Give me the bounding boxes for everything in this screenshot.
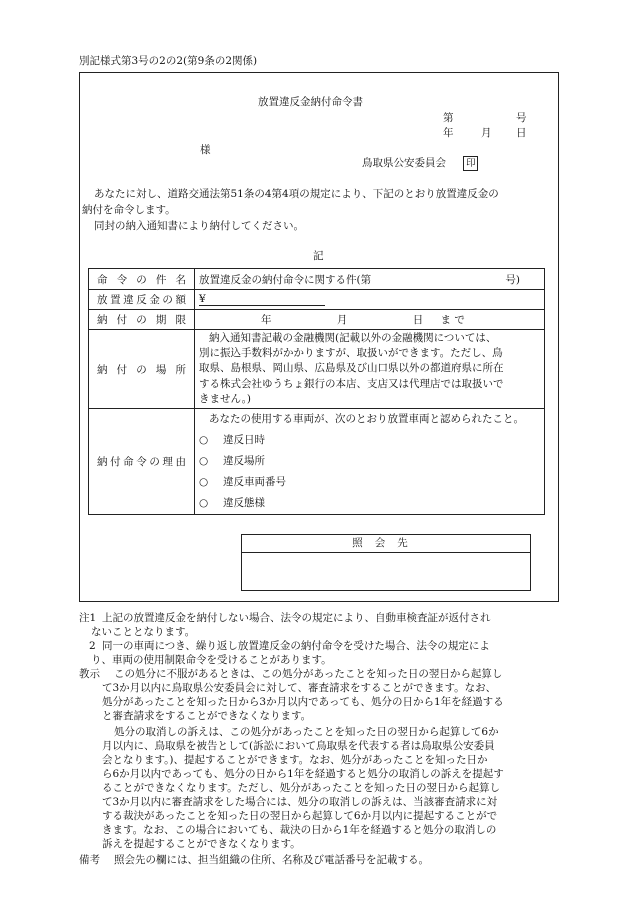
number-go: 号 <box>516 112 527 124</box>
date-day: 日 <box>516 127 527 139</box>
note1-line: 上記の放置違反金を納付しない場合、法令の規定により、自動車検査証が返付され <box>102 612 491 624</box>
kyoji1-line: て3か月以内に鳥取県公安委員会に対して、審査請求をすることができます。なお、 <box>102 682 497 694</box>
date-month: 月 <box>481 127 492 139</box>
body-line-1: あなたに対し、道路交通法第51条の4第4項の規定により、下記のとおり放置違反金の <box>94 188 499 200</box>
form-reference: 別記様式第3号の2の2(第9条の2関係) <box>79 55 258 67</box>
kyoji2-line: 処分の取消しの訴えは、この処分があったことを知った日の翌日から起算して6か <box>114 726 499 738</box>
reason-value: あなたの使用する車両が、次のとおり放置車両と認められたこと。 ○ 違反日時 ○ 違反場所 ○ 違反車両番号 ○ 違反態様 <box>195 409 545 515</box>
body-line-2: 納付を命令します。 <box>82 204 176 216</box>
body-line-3: 同封の納入通知書により納付してください。 <box>94 220 304 232</box>
reason-label: 納付命令の理由 <box>89 409 195 515</box>
kyoji2-line: 月以内に、鳥取県を被告として(訴訟において鳥取県を代表する者は鳥取県公安委員 <box>102 740 495 752</box>
kyoji2-line: ることができなくなります。ただし、処分があったことを知った日の翌日から起算し <box>102 782 501 794</box>
reason-item: ○ 違反態様 <box>199 497 265 510</box>
ki-heading: 記 <box>313 250 324 262</box>
issuer-name: 鳥取県公安委員会 印 <box>362 156 478 171</box>
seal-stamp: 印 <box>463 156 478 171</box>
kyoji2-line: 訴えを提起することができなくなります。 <box>102 838 301 850</box>
reason-item: ○ 違反日時 <box>199 434 265 447</box>
kyoji1-line: と審査請求をすることができなくなります。 <box>102 710 312 722</box>
note2-line: 同一の車両につき、繰り返し放置違反金の納付命令を受けた場合、法令の規定によ <box>102 640 490 652</box>
addressee-sama: 様 <box>200 144 211 156</box>
amount-label: 放置違反金の額 <box>89 290 195 310</box>
place-label: 納付の場所 <box>89 330 195 409</box>
reason-item: ○ 違反車両番号 <box>199 476 286 489</box>
place-value: 納入通知書記載の金融機関(記載以外の金融機関については、 別に振込手数料がかかりますが、取扱いができます。ただし、鳥 取県、島根県、岡山県、広島県及び山口県以外の都道府県に所在 する株式会社ゆうちょ銀行の本店、支店又は代理店では取扱いで きません。) <box>195 330 545 409</box>
kyoji-label: 教示 <box>79 668 100 680</box>
note2-line: り、車両の使用制限命令を受けることがあります。 <box>91 654 332 666</box>
kyoji2-line: ら6か月以内であっても、処分の日から1年を経過すると処分の取消しの訴えを提起す <box>102 768 504 780</box>
biko-text: 照会先の欄には、担当組織の住所、名称及び電話番号を記載する。 <box>114 854 429 866</box>
note1-label: 注1 <box>79 612 97 624</box>
reference-header: 照会先 <box>242 535 530 553</box>
biko-label: 備考 <box>79 854 100 866</box>
kyoji2-line: て3か月以内に審査請求をした場合には、処分の取消しの訴えは、当該審査請求に対 <box>102 796 498 808</box>
case-value: 放置違反金の納付命令に関する件(第 号) <box>195 269 545 290</box>
deadline-value: 年 月 日 ま で <box>195 310 545 330</box>
kyoji2-line: きます。なお、この場合においても、裁決の日から1年を経過すると処分の取消しの <box>102 824 497 836</box>
kyoji1-line: 処分があったことを知った日から3か月以内であっても、処分の日から1年を経過する <box>102 696 504 708</box>
case-label: 命令の件名 <box>89 269 195 290</box>
document-title: 放置違反金納付命令書 <box>258 96 363 108</box>
kyoji2-line: する裁決があったことを知った日の翌日から起算して6か月以内に提起することがで <box>102 810 498 822</box>
note1-line: ないこととなります。 <box>91 626 196 638</box>
deadline-label: 納付の期限 <box>89 310 195 330</box>
date-year: 年 <box>443 127 454 139</box>
amount-yen: ¥ <box>199 293 325 306</box>
note2-label: 2 <box>89 640 96 652</box>
reference-box <box>241 534 531 591</box>
reason-item: ○ 違反場所 <box>199 455 265 468</box>
case-go: 号) <box>505 273 520 286</box>
amount-value <box>195 290 545 310</box>
kyoji2-line: 会となります。)、提起することができます。なお、処分があったことを知った日か <box>102 754 488 766</box>
order-details-table <box>88 268 545 515</box>
number-dai: 第 <box>443 112 454 124</box>
kyoji1-line: この処分に不服があるときは、この処分があったことを知った日の翌日から起算し <box>114 668 503 680</box>
